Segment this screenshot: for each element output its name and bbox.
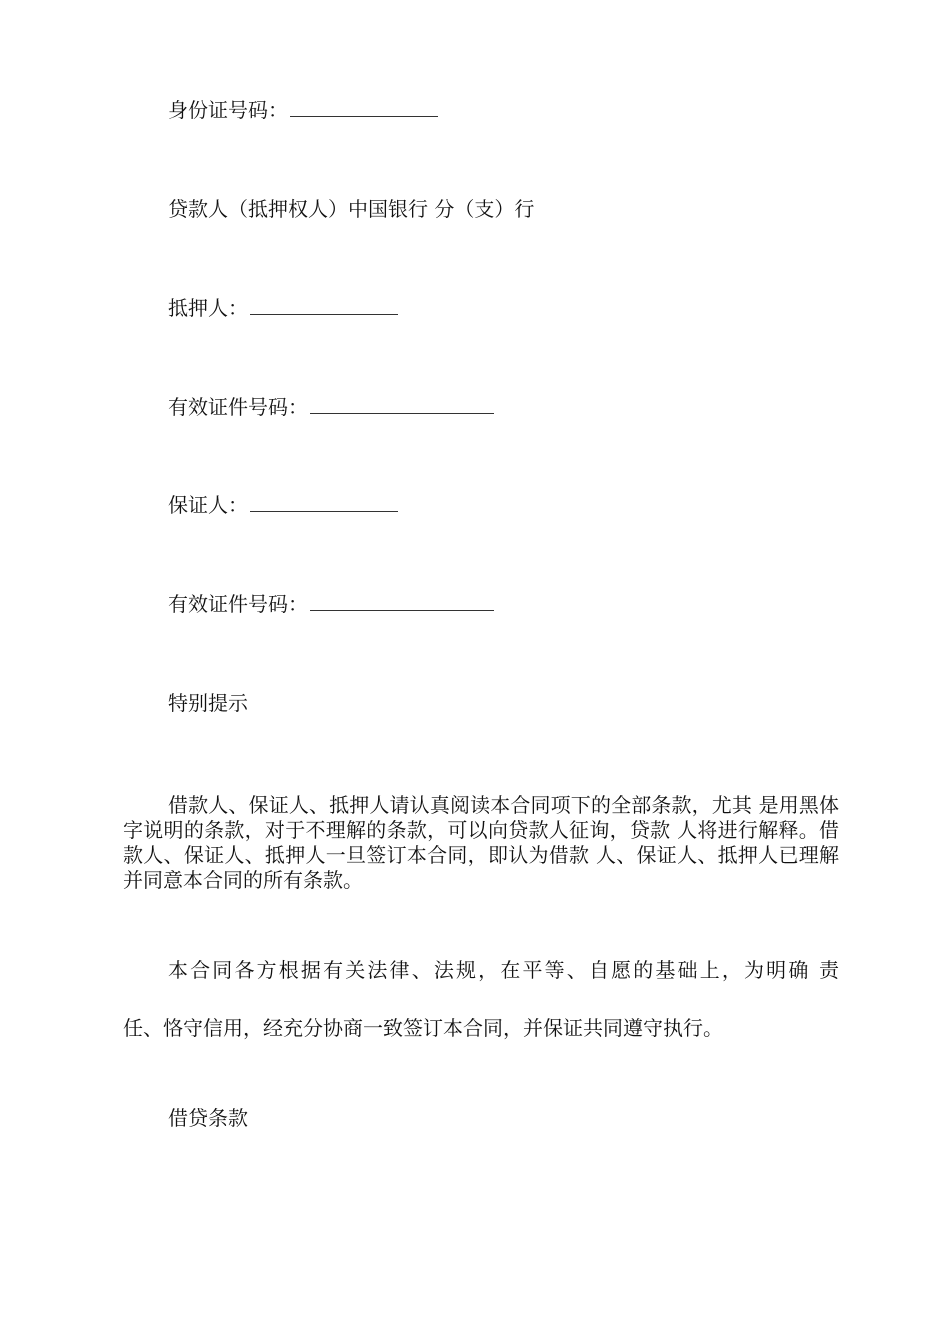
mortgagor-blank — [250, 300, 398, 315]
mortgagor-id-label: 有效证件号码： — [168, 395, 308, 419]
id-number-field — [168, 98, 438, 122]
mortgagor-id-blank — [310, 399, 494, 414]
preamble-line-2: 任、恪守信用，经充分协商一致签订本合同，并保证共同遵守执行。 — [123, 1016, 723, 1040]
special-notice-body: 借款人、保证人、抵押人请认真阅读本合同项下的全部条款，尤其 是用黑体字说明的条款，对于不理解的条款，可以向贷款人征询，贷款 人将进行解释。借款人、保证人、抵押人一旦签订本合同，即认为借款 人、保证人、抵押人已理解并同意本合同的所有条款。 — [123, 793, 839, 892]
mortgagor-id-field — [168, 395, 494, 419]
lender-line: 贷款人（抵押权人）中国银行 分（支）行 — [168, 197, 535, 221]
loan-terms-heading: 借贷条款 — [168, 1106, 248, 1130]
id-number-blank — [290, 102, 438, 117]
guarantor-id-blank — [310, 596, 494, 611]
special-notice-heading: 特别提示 — [168, 691, 248, 715]
mortgagor-field — [168, 296, 398, 320]
preamble-line-1: 本合同各方根据有关法律、法规，在平等、自愿的基础上，为明确 责 — [168, 958, 839, 982]
guarantor-blank — [250, 497, 398, 512]
mortgagor-label: 抵押人： — [168, 296, 248, 320]
guarantor-id-label: 有效证件号码： — [168, 592, 308, 616]
guarantor-id-field — [168, 592, 494, 616]
id-number-label: 身份证号码： — [168, 98, 288, 122]
guarantor-label: 保证人： — [168, 493, 248, 517]
preamble — [123, 958, 839, 1040]
guarantor-field — [168, 493, 398, 517]
